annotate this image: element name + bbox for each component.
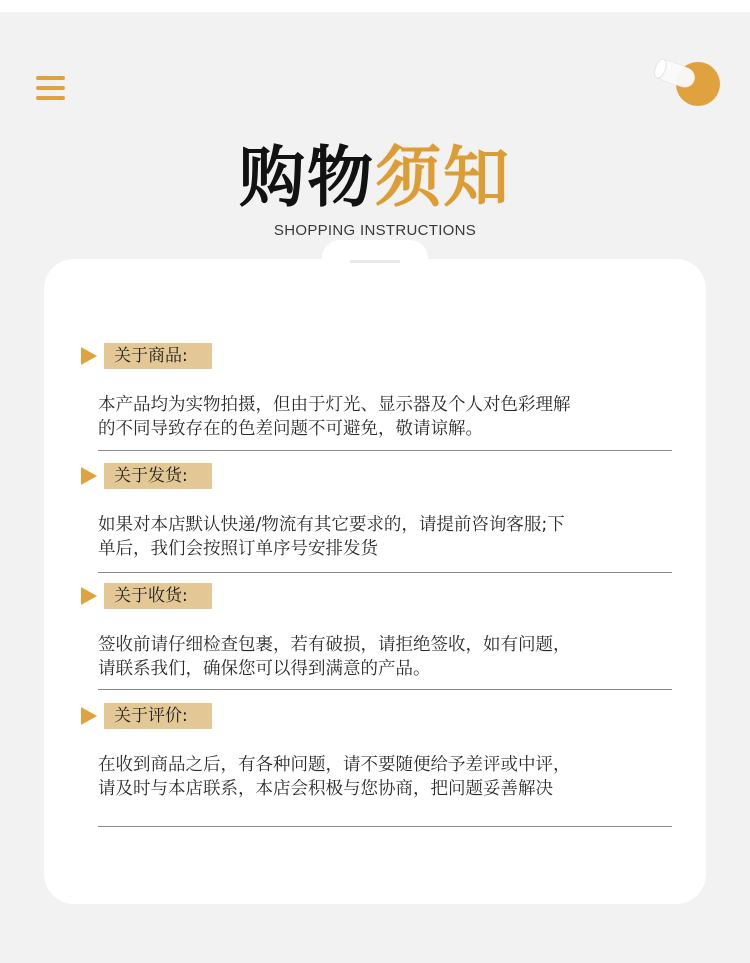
section-label: 关于商品: [104,343,212,369]
page-subtitle: SHOPPING INSTRUCTIONS [273,222,477,239]
section-text-line: 请及时与本店联系，本店会积极与您协商，把问题妥善解决 [98,779,553,799]
section-label: 关于发货: [104,463,212,489]
section-text [98,633,658,681]
section-label: 关于收货: [104,583,212,609]
toggle-switch-icon [648,50,724,110]
hamburger-menu-icon[interactable] [36,76,65,100]
section-text-line: 单后，我们会按照订单序号安排发货 [98,539,378,559]
title-part-gold: 须知 [375,139,511,216]
divider [98,572,672,573]
triangle-arrow-icon [81,707,97,725]
section-text-line: 签收前请仔细检查包裹，若有破损，请拒绝签收，如有问题， [98,635,571,655]
card-tab-line [350,260,400,263]
section-text [98,513,658,561]
section-text-line: 请联系我们，确保您可以得到满意的产品。 [98,659,431,679]
section-text-line: 本产品均为实物拍摄，但由于灯光、显示器及个人对色彩理解 [98,395,571,415]
divider [98,826,672,827]
triangle-arrow-icon [81,587,97,605]
divider [98,689,672,690]
page-title [0,138,750,218]
section-text [98,393,658,441]
top-strip [0,0,750,12]
triangle-arrow-icon [81,347,97,365]
triangle-arrow-icon [81,467,97,485]
section-text [98,753,658,801]
title-part-dark: 购物 [239,139,375,216]
section-text-line: 的不同导致存在的色差问题不可避免，敬请谅解。 [98,419,483,439]
section-text-line: 如果对本店默认快递/物流有其它要求的，请提前咨询客服;下 [98,515,565,535]
section-label: 关于评价: [104,703,212,729]
section-text-line: 在收到商品之后，有各种问题，请不要随便给予差评或中评， [98,755,571,775]
divider [98,450,672,451]
